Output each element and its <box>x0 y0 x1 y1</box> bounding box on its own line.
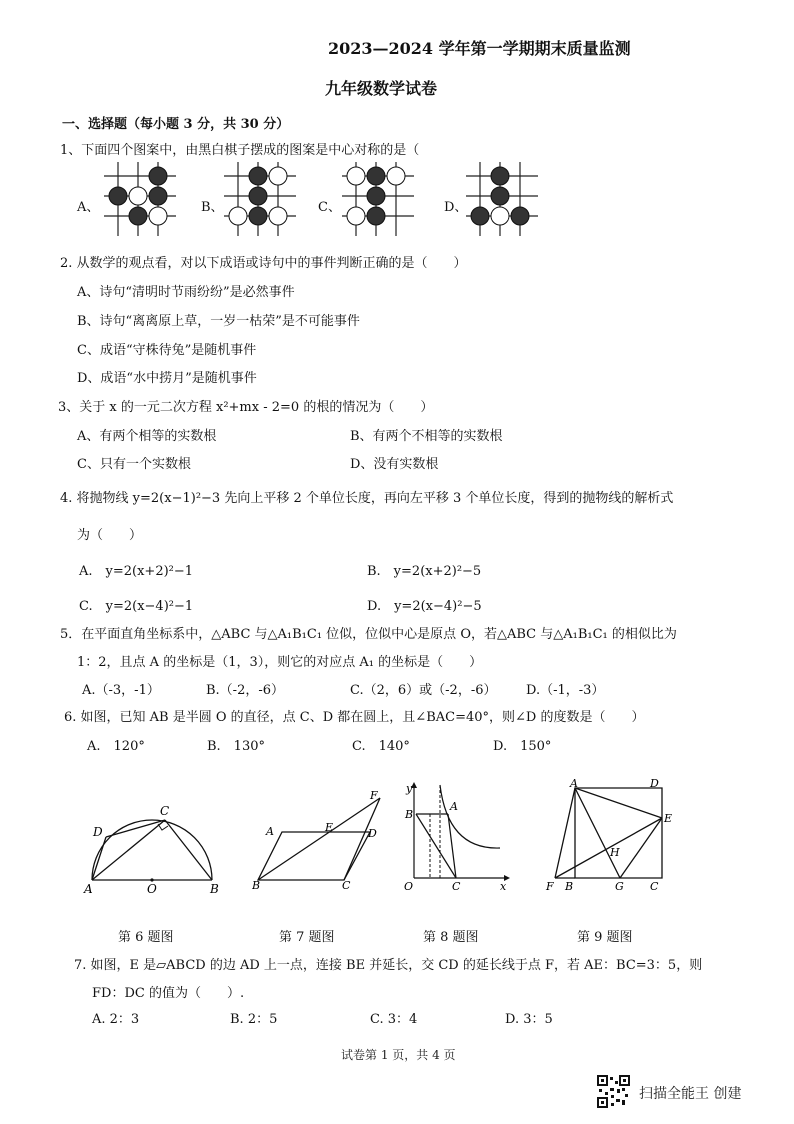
fig6-label-o: O <box>147 882 157 895</box>
question-4-stem-cont: 为（ ） <box>77 528 143 543</box>
q4-option-c: C. y=2(x−4)²−1 <box>79 599 194 614</box>
fig8-label-a: A <box>450 800 458 813</box>
q7-option-c: C. 3：4 <box>370 1012 418 1027</box>
fig6-caption: 第 6 题图 <box>118 930 174 945</box>
q7-option-a: A. 2：3 <box>92 1012 140 1027</box>
page-number: 试卷第 1 页，共 4 页 <box>341 1048 456 1062</box>
fig9-label-b: B <box>565 880 574 893</box>
fig8-label-y: y <box>406 782 413 795</box>
scanner-brand: 扫描全能王 创建 <box>639 1086 742 1102</box>
q7-option-d: D. 3：5 <box>505 1012 553 1027</box>
q2-option-d: D、成语“水中捞月”是随机事件 <box>77 371 257 386</box>
fig6-label-a: A <box>84 882 93 895</box>
fig7-label-a: A <box>266 825 274 838</box>
q4-option-d: D. y=2(x−4)²−5 <box>367 599 482 614</box>
go-pattern-c <box>338 160 418 238</box>
q5-option-b: B.（-2，-6） <box>206 683 285 698</box>
q2-option-c: C、成语“守株待兔”是随机事件 <box>77 343 257 358</box>
q7-option-b: B. 2：5 <box>230 1012 278 1027</box>
fig9-label-d: D <box>650 778 659 790</box>
fig8-label-c: C <box>452 880 461 893</box>
fig7-label-e: E <box>325 821 334 834</box>
q1-label-a: A、 <box>77 200 100 215</box>
question-7-stem-cont: FD：DC 的值为（ ）. <box>92 986 245 1001</box>
qr-code-icon <box>597 1075 630 1108</box>
fig9-label-g: G <box>615 880 624 893</box>
question-3-stem: 3、关于 x 的一元二次方程 x²+mx - 2=0 的根的情况为（ ） <box>58 400 434 415</box>
q5-option-a: A.（-3，-1） <box>82 683 160 698</box>
q3-option-c: C、只有一个实数根 <box>77 457 191 472</box>
go-pattern-a <box>100 160 180 238</box>
q2-option-b: B、诗句“离离原上草，一岁一枯荣”是不可能事件 <box>77 314 360 329</box>
section-heading: 一、选择题（每小题 3 分，共 30 分） <box>62 117 290 132</box>
question-4-stem: 4. 将抛物线 y=2(x−1)²−3 先向上平移 2 个单位长度，再向左平移 3 个单位长度，得到的抛物线的解析式 <box>60 491 674 506</box>
fig9-label-a: A <box>570 778 578 790</box>
q6-option-a: A. 120° <box>87 739 145 754</box>
figure-7 <box>252 785 392 895</box>
exam-title: 2023—2024 学年第一学期期末质量监测 <box>328 39 631 58</box>
go-pattern-b <box>220 160 300 238</box>
question-1-stem: 1、下面四个图案中，由黑白棋子摆成的图案是中心对称的是（ <box>60 143 420 158</box>
q6-option-b: B. 130° <box>207 739 265 754</box>
fig9-label-f: F <box>546 880 554 893</box>
q1-label-c: C、 <box>318 200 341 215</box>
go-pattern-d <box>462 160 542 238</box>
fig8-caption: 第 8 题图 <box>423 930 479 945</box>
question-2-stem: 2. 从数学的观点看，对以下成语或诗句中的事件判断正确的是（ ） <box>60 256 467 271</box>
fig9-label-c: C <box>650 880 659 893</box>
q5-option-d: D.（-1，-3） <box>526 683 605 698</box>
figure-9 <box>540 778 680 898</box>
q1-label-b: B、 <box>201 200 224 215</box>
question-5-stem: 5．在平面直角坐标系中，△ABC 与△A₁B₁C₁ 位似，位似中心是原点 O，若△ABC 与△A₁B₁C₁ 的相似比为 <box>60 627 677 642</box>
fig7-label-b: B <box>252 879 261 892</box>
fig8-label-o: O <box>404 880 414 893</box>
q6-option-c: C. 140° <box>352 739 410 754</box>
q4-option-a: A. y=2(x+2)²−1 <box>79 564 194 579</box>
q1-label-d: D、 <box>444 200 468 215</box>
q2-option-a: A、诗句“清明时节雨纷纷”是必然事件 <box>77 285 295 300</box>
q3-option-b: B、有两个不相等的实数根 <box>350 429 503 444</box>
fig8-label-b: B <box>405 808 414 821</box>
figure-8 <box>402 780 512 895</box>
q3-option-d: D、没有实数根 <box>350 457 439 472</box>
question-7-stem: 7. 如图，E 是▱ABCD 的边 AD 上一点，连接 BE 并延长，交 CD 的延长线于点 F，若 AE：BC=3：5，则 <box>74 958 703 973</box>
question-5-stem-cont: 1：2，且点 A 的坐标是（1，3），则它的对应点 A₁ 的坐标是（ ） <box>77 655 483 670</box>
fig7-label-f: F <box>370 789 378 802</box>
fig9-label-h: H <box>610 846 620 859</box>
q6-option-d: D. 150° <box>493 739 552 754</box>
question-6-stem: 6. 如图，已知 AB 是半圆 O 的直径，点 C、D 都在圆上，且∠BAC=40°，则∠D 的度数是（ ） <box>64 710 645 725</box>
fig6-label-d: D <box>93 825 103 839</box>
fig8-label-x: x <box>500 880 507 893</box>
exam-subtitle: 九年级数学试卷 <box>325 79 438 98</box>
figure-6 <box>80 795 230 895</box>
q5-option-c: C.（2，6）或（-2，-6） <box>350 683 497 698</box>
q4-option-b: B. y=2(x+2)²−5 <box>367 564 482 579</box>
fig9-caption: 第 9 题图 <box>577 930 633 945</box>
fig7-label-c: C <box>342 879 351 892</box>
fig6-label-c: C <box>160 804 170 818</box>
fig6-label-b: B <box>210 882 219 895</box>
q3-option-a: A、有两个相等的实数根 <box>77 429 217 444</box>
fig9-label-e: E <box>664 812 673 825</box>
fig7-label-d: D <box>368 827 377 840</box>
fig7-caption: 第 7 题图 <box>279 930 335 945</box>
